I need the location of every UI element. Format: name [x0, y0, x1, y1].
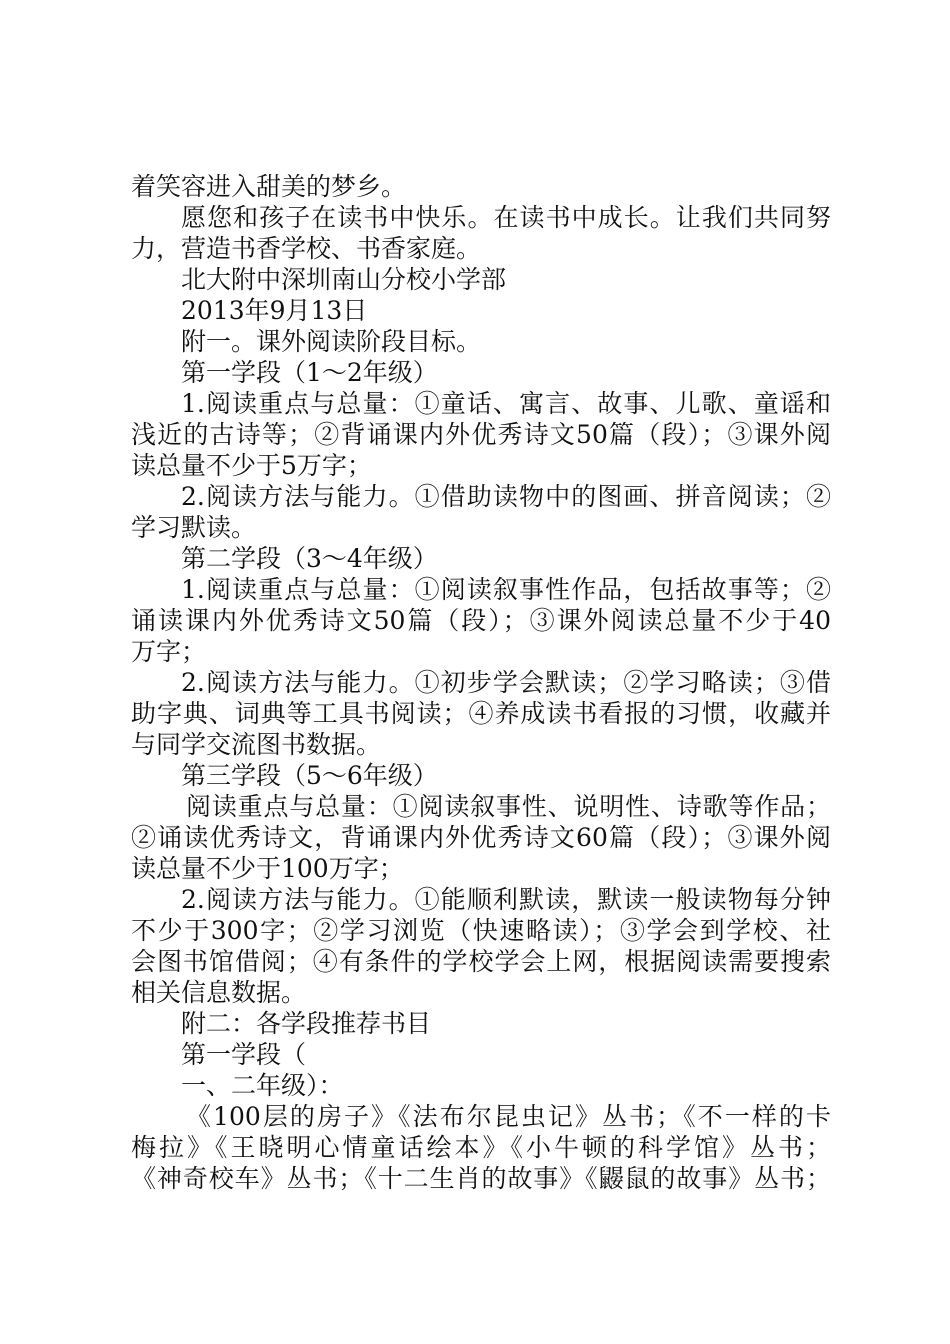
stage-heading: 第三学段（5～6年级）: [181, 761, 438, 790]
text-line: 不少于300字；②学习浏览（快速略读）；③学会到学校、社: [131, 916, 831, 945]
text-line: 读总量不少于5万字；: [131, 451, 372, 480]
text-line: 学习默读。: [131, 513, 257, 542]
book-list-line: 《神奇校车》丛书；《十二生肖的故事》《鼹鼠的故事》丛书；: [131, 1164, 831, 1193]
book-list-line: 《100层的房子》《法布尔昆虫记》丛书；《不一样的卡: [186, 1102, 831, 1131]
date-line: 2013年9月13日: [181, 296, 368, 325]
stage-heading: 第二学段（3～4年级）: [181, 544, 438, 573]
text-line: 诵读课内外优秀诗文50篇（段）；③课外阅读总量不少于40: [131, 606, 831, 635]
text-line: 愿您和孩子在读书中快乐。在读书中成长。让我们共同努: [181, 203, 831, 232]
document-body: [131, 171, 831, 1194]
text-line: 与同学交流图书数据。: [131, 730, 382, 759]
section-heading: 附一。课外阅读阶段目标。: [181, 327, 482, 356]
text-line: 着笑容进入甜美的梦乡。: [131, 172, 407, 201]
section-heading: 附二：各学段推荐书目: [181, 1009, 432, 1038]
text-line: 2.阅读方法与能力。①初步学会默读；②学习略读；③借: [181, 668, 831, 697]
text-line: 1.阅读重点与总量：①童话、寓言、故事、儿歌、童谣和: [181, 389, 831, 418]
text-line: 阅读重点与总量：①阅读叙事性、说明性、诗歌等作品；: [186, 792, 831, 821]
school-name: 北大附中深圳南山分校小学部: [181, 265, 507, 294]
text-line: 浅近的古诗等；②背诵课内外优秀诗文50篇（段）；③课外阅: [131, 420, 831, 449]
text-line: 读总量不少于100万字；: [131, 854, 404, 883]
text-line: 相关信息数据。: [131, 978, 307, 1007]
text-line: 2.阅读方法与能力。①借助读物中的图画、拼音阅读；②: [181, 482, 831, 511]
text-line: 1.阅读重点与总量：①阅读叙事性作品，包括故事等；②: [181, 575, 831, 604]
stage-heading: 一、二年级）：: [181, 1071, 344, 1100]
text-line: 力，营造书香学校、书香家庭。: [131, 234, 482, 263]
text-line: 2.阅读方法与能力。①能顺利默读，默读一般读物每分钟: [181, 885, 831, 914]
text-line: ②诵读优秀诗文，背诵课内外优秀诗文60篇（段）；③课外阅: [131, 823, 831, 852]
book-list-line: 梅拉》《王晓明心情童话绘本》《小牛顿的科学馆》丛书；: [131, 1133, 831, 1162]
stage-heading: 第一学段（: [181, 1040, 307, 1069]
text-line: 助字典、词典等工具书阅读；④养成读书看报的习惯，收藏并: [131, 699, 831, 728]
text-line: 万字；: [131, 637, 207, 666]
text-line: 会图书馆借阅；④有条件的学校学会上网，根据阅读需要搜索: [131, 947, 831, 976]
stage-heading: 第一学段（1～2年级）: [181, 358, 438, 387]
